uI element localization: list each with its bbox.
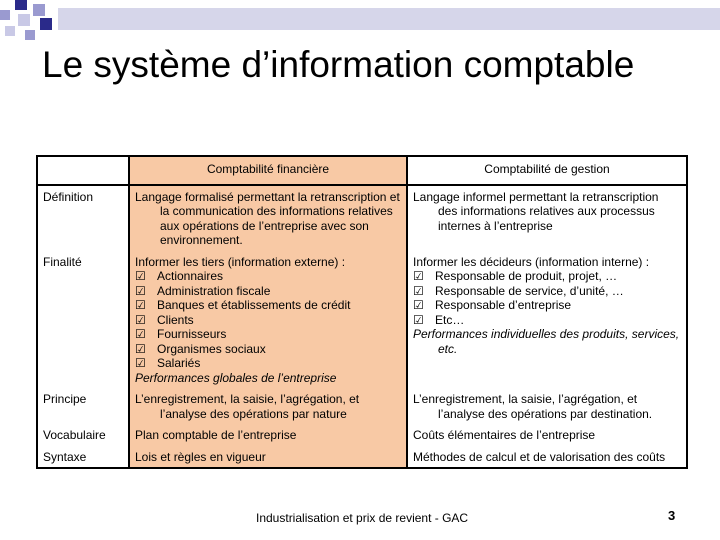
syntaxe-gestion: Méthodes de calcul et de valorisation des coûts <box>413 449 666 464</box>
slide-footer: Industrialisation et prix de revient - GAC <box>256 511 469 525</box>
row-label-definition: Définition <box>37 185 129 251</box>
definition-gestion: Langage informel permettant la retranscription des informations relatives aux processus internes à l’entreprise <box>413 189 659 233</box>
list-item: ☑ Responsable de service, d’unité, … <box>413 283 624 298</box>
list-item: ☑ Actionnaires <box>135 269 224 283</box>
principe-gestion: L’enregistrement, la saisie, l’agrégation, et l’analyse des opérations par destination. <box>413 392 653 421</box>
list-item: ☑ Fournisseurs <box>135 327 227 341</box>
checkbox-icon: ☑ <box>135 298 146 312</box>
table-row-vocabulaire <box>37 424 687 446</box>
finalite-gestion-intro: Informer les décideurs (information interne) : <box>413 254 650 269</box>
checkbox-icon: ☑ <box>413 298 424 312</box>
list-item: ☑ Clients <box>135 312 194 327</box>
table-row-principe <box>37 388 687 424</box>
definition-financiere: Langage formalisé permettant la retranscription et la communication des informations relatives aux opérations de l’entreprise avec son environnement. <box>135 189 400 247</box>
finalite-gestion-outro: Performances individuelles des produits, services, etc. <box>413 327 680 356</box>
checkbox-icon: ☑ <box>135 283 146 298</box>
row-label-finalite: Finalité <box>37 251 129 389</box>
checkbox-icon: ☑ <box>135 312 146 327</box>
list-item: ☑ Organismes sociaux <box>135 341 266 356</box>
checkbox-icon: ☑ <box>413 269 424 283</box>
checkbox-icon: ☑ <box>135 327 146 341</box>
vocabulaire-gestion: Coûts élémentaires de l’entreprise <box>413 428 596 442</box>
row-label-syntaxe: Syntaxe <box>37 446 129 469</box>
header-gestion: Comptabilité de gestion <box>407 156 687 185</box>
vocabulaire-financiere: Plan comptable de l’entreprise <box>135 428 297 442</box>
decorative-squares <box>0 0 720 40</box>
checkbox-icon: ☑ <box>135 356 146 370</box>
checkbox-icon: ☑ <box>135 269 146 283</box>
syntaxe-financiere: Lois et règles en vigueur <box>135 449 266 464</box>
checkbox-icon: ☑ <box>413 312 424 327</box>
checkbox-icon: ☑ <box>135 341 146 356</box>
list-item: ☑ Salariés <box>135 356 201 370</box>
list-item: ☑ Responsable de produit, projet, … <box>413 269 618 283</box>
comparison-table <box>36 155 688 469</box>
principe-financiere: L’enregistrement, la saisie, l’agrégation, et l’analyse des opérations par nature <box>135 392 360 421</box>
slide-title: Le système d’information comptable <box>42 44 635 85</box>
finalite-financiere-intro: Informer les tiers (information externe) : <box>135 254 346 269</box>
row-label-principe: Principe <box>37 388 129 424</box>
list-item: ☑ Administration fiscale <box>135 283 271 298</box>
row-label-vocabulaire: Vocabulaire <box>37 424 129 446</box>
header-empty-cell <box>37 156 129 185</box>
table-row-definition <box>37 185 687 251</box>
checkbox-icon: ☑ <box>413 283 424 298</box>
list-item: ☑ Banques et établissements de crédit <box>135 298 351 312</box>
table-header-row <box>37 156 687 185</box>
page-number: 3 <box>668 508 676 523</box>
header-financiere: Comptabilité financière <box>129 156 407 185</box>
table-row-finalite <box>37 251 687 389</box>
finalite-financiere-outro: Performances globales de l’entreprise <box>135 370 337 385</box>
table-row-syntaxe <box>37 446 687 469</box>
list-item: ☑ Etc… <box>413 312 465 327</box>
list-item: ☑ Responsable d’entreprise <box>413 298 572 312</box>
